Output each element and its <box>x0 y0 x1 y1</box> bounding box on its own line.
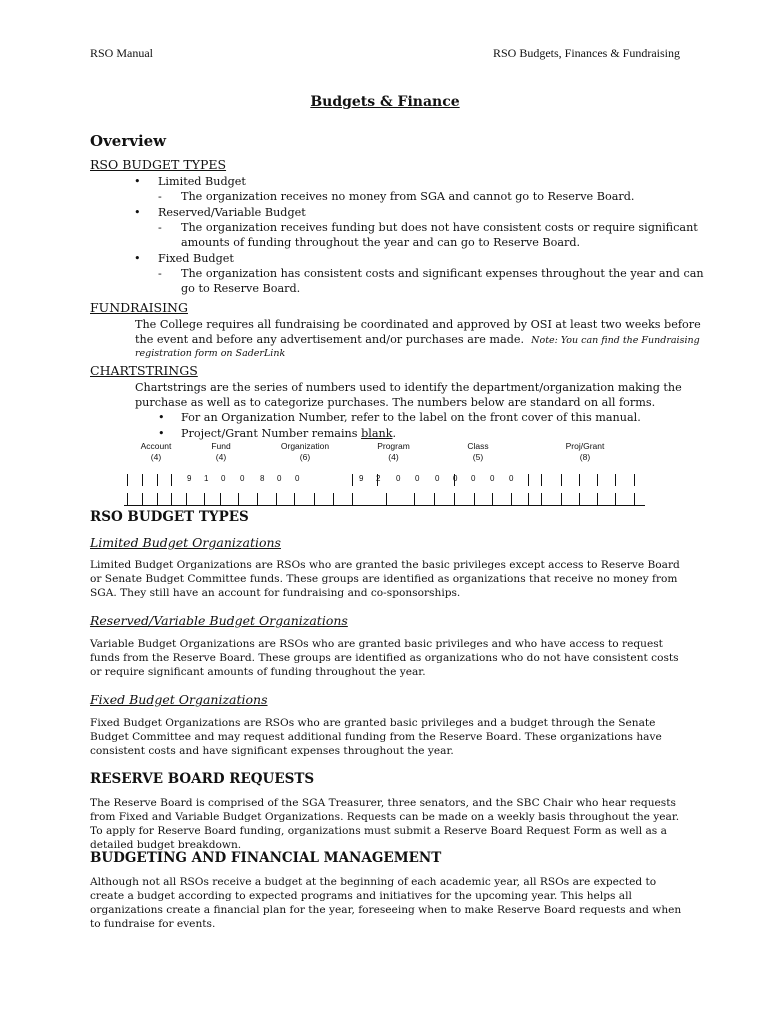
chartstrings-bullet-1: For an Organization Number, refer to the label on the front cover of this manual. <box>181 411 641 424</box>
tick-mark <box>541 493 542 505</box>
col-account-name: Account <box>140 441 172 451</box>
chartstring-digit: 0 <box>490 474 495 483</box>
tick-mark <box>597 493 598 505</box>
limited-title: Limited Budget Organizations <box>90 535 281 550</box>
tick-mark <box>142 474 143 486</box>
tick-mark <box>171 493 172 505</box>
tick-mark <box>414 493 415 505</box>
dash-icon: - <box>158 190 162 203</box>
chartstring-digit: 0 <box>435 474 440 483</box>
tick-mark <box>528 493 529 505</box>
col-proj-grant-count: (8) <box>579 451 591 462</box>
chartstrings-line-1: Chartstrings are the series of numbers used to identify the department/organization making the <box>135 381 682 394</box>
tick-mark <box>314 493 315 505</box>
page-title: Budgets & Finance <box>310 94 460 110</box>
tick-mark <box>127 474 128 486</box>
reserve-text: The Reserve Board is comprised of the SGA Treasurer, three senators, and the SBC Chair who hear requests from Fixed and Variable Budget Organizations. Requests can be made on a weekly basis throughout the year. To apply for Reserve Board funding, organizations must submit a Reserve Board Request Form as well as a detailed budget breakdown. <box>90 797 680 851</box>
chartstring-digit: 0 <box>415 474 420 483</box>
tick-mark <box>434 493 435 505</box>
type-reserved-desc-2: amounts of funding throughout the year and can go to Reserve Board. <box>181 236 581 249</box>
type-fixed: Fixed Budget <box>158 252 234 265</box>
col-account-count: (4) <box>150 451 162 462</box>
reserved-title: Reserved/Variable Budget Organizations <box>90 613 348 628</box>
header-left: RSO Manual <box>90 46 153 60</box>
col-proj-grant <box>525 441 645 463</box>
tick-mark <box>186 493 187 505</box>
tick-mark <box>157 474 158 486</box>
tick-mark <box>634 493 635 505</box>
col-organization-name: Organization <box>280 441 330 451</box>
col-organization-count: (6) <box>299 451 311 462</box>
col-fund-name: Fund <box>211 441 231 451</box>
tick-mark <box>511 493 512 505</box>
chartstring-digit: 9 <box>359 474 364 483</box>
budget-types-subheading: RSO BUDGET TYPES <box>90 157 227 172</box>
chartstring-digit: 0 <box>221 474 226 483</box>
col-program <box>356 441 431 463</box>
tick-mark <box>352 474 353 486</box>
section-budgeting: BUDGETING AND FINANCIAL MANAGEMENT <box>90 850 442 866</box>
type-limited: Limited Budget <box>158 175 246 188</box>
overview-heading: Overview <box>90 132 167 150</box>
chartstring-digit: 0 <box>396 474 401 483</box>
col-program-name: Program <box>377 441 410 451</box>
tick-mark <box>127 493 128 505</box>
chartstring-digit-row <box>124 474 645 486</box>
tick-mark <box>220 493 221 505</box>
fixed-text: Fixed Budget Organizations are RSOs who are granted basic privileges and a budget through the Senate Budget Committee and may request additional funding from the Reserve Board. These organizations have consistent costs and have significant expenses throughout the year. <box>90 717 662 757</box>
budgeting-text: Although not all RSOs receive a budget at the beginning of each academic year, all RSOs are expected to create a budget according to expected programs and initiatives for the upcoming year. This helps all organizations create a financial plan for the year, foreseeing when to make Reserve Board requests and when to fundraise for events. <box>90 876 682 930</box>
dash-icon: - <box>158 221 162 234</box>
fundraising-line-2 <box>135 332 700 349</box>
chartstrings-bullet-2-text: Project/Grant Number remains <box>181 427 358 440</box>
fundraising-note-1: Note: You can find the Fundraising <box>531 335 700 346</box>
fundraising-subheading: FUNDRAISING <box>90 300 188 315</box>
tick-mark <box>142 493 143 505</box>
chartstring-digit: 8 <box>260 474 265 483</box>
period: . <box>392 427 397 440</box>
chartstring-digit: 0 <box>277 474 282 483</box>
tick-mark <box>579 474 580 486</box>
col-proj-grant-name: Proj/Grant <box>565 441 605 451</box>
col-fund <box>188 441 254 463</box>
tick-mark <box>294 493 295 505</box>
tick-mark <box>474 493 475 505</box>
type-limited-desc: The organization receives no money from SGA and cannot go to Reserve Board. <box>181 190 635 203</box>
header-right: RSO Budgets, Finances & Fundraising <box>492 46 680 60</box>
tick-mark <box>541 474 542 486</box>
bullet-icon: • <box>134 252 141 265</box>
section-reserve-board: RESERVE BOARD REQUESTS <box>90 771 315 787</box>
chartstring-digit: 1 <box>204 474 209 483</box>
col-program-count: (4) <box>388 451 399 462</box>
fundraising-line-1: The College requires all fundraising be coordinated and approved by OSI at least two weeks before <box>135 318 701 331</box>
tick-mark <box>579 493 580 505</box>
bullet-icon: • <box>134 206 141 219</box>
tick-mark <box>561 474 562 486</box>
tick-mark <box>528 474 529 486</box>
col-account <box>124 441 188 463</box>
chartstring-digit: 9 <box>187 474 192 483</box>
type-reserved-desc-1: The organization receives funding but does not have consistent costs or require significant <box>181 221 698 234</box>
tick-mark <box>597 474 598 486</box>
tick-mark <box>454 493 455 505</box>
tick-mark <box>352 493 353 505</box>
tick-mark <box>561 493 562 505</box>
tick-mark <box>615 474 616 486</box>
chartstring-table <box>124 441 645 463</box>
tick-mark <box>204 493 205 505</box>
type-reserved: Reserved/Variable Budget <box>158 206 306 219</box>
col-class-count: (5) <box>472 451 484 462</box>
dash-icon: - <box>158 267 162 280</box>
blank-word: blank <box>361 427 393 440</box>
tick-mark <box>634 474 635 486</box>
bullet-icon: • <box>158 411 165 424</box>
chartstring-digit: 2 <box>376 474 381 483</box>
tick-mark <box>171 474 172 486</box>
chartstring-blank-row <box>124 493 645 505</box>
fixed-title: Fixed Budget Organizations <box>90 692 268 707</box>
bullet-icon: • <box>134 175 141 188</box>
table-bottom-line <box>124 505 645 506</box>
type-fixed-desc-1: The organization has consistent costs and significant expenses throughout the year and can <box>181 267 704 280</box>
tick-mark <box>157 493 158 505</box>
chartstrings-bullet-2 <box>181 426 396 442</box>
bullet-icon: • <box>158 427 165 440</box>
col-class <box>431 441 525 463</box>
chartstring-digit: 0 <box>509 474 514 483</box>
chartstring-digit: 0 <box>453 474 458 483</box>
tick-mark <box>492 493 493 505</box>
chartstring-digit: 0 <box>295 474 300 483</box>
tick-mark <box>276 493 277 505</box>
chartstring-digit: 0 <box>471 474 476 483</box>
col-organization <box>254 441 356 463</box>
tick-mark <box>333 493 334 505</box>
type-fixed-desc-2: go to Reserve Board. <box>181 282 301 295</box>
tick-mark <box>257 493 258 505</box>
limited-text: Limited Budget Organizations are RSOs who are granted the basic privileges except access to Reserve Board or Senate Budget Committee funds. These groups are identified as organizations that receive no money from SGA. They still have an account for fundraising and co-sponsorships. <box>90 559 680 599</box>
section-budget-types: RSO BUDGET TYPES <box>90 509 249 525</box>
col-fund-count: (4) <box>215 451 227 462</box>
tick-mark <box>386 493 387 505</box>
tick-mark <box>615 493 616 505</box>
chartstring-digit: 0 <box>240 474 245 483</box>
chartstrings-subheading: CHARTSTRINGS <box>90 363 198 378</box>
fundraising-note-2: registration form on SaderLink <box>135 348 286 359</box>
tick-mark <box>238 493 239 505</box>
col-class-name: Class <box>467 441 489 451</box>
fundraising-line-2-text: the event and before any advertisement and/or purchases are made. <box>135 333 525 346</box>
chartstrings-line-2: purchase as well as to categorize purchases. The numbers below are standard on all forms. <box>135 396 656 409</box>
reserved-text: Variable Budget Organizations are RSOs who are granted basic privileges and who have access to request funds from the Reserve Board. These groups are identified as organizations who do not have consistent costs or require significant amounts of funding throughout the year. <box>90 638 679 678</box>
